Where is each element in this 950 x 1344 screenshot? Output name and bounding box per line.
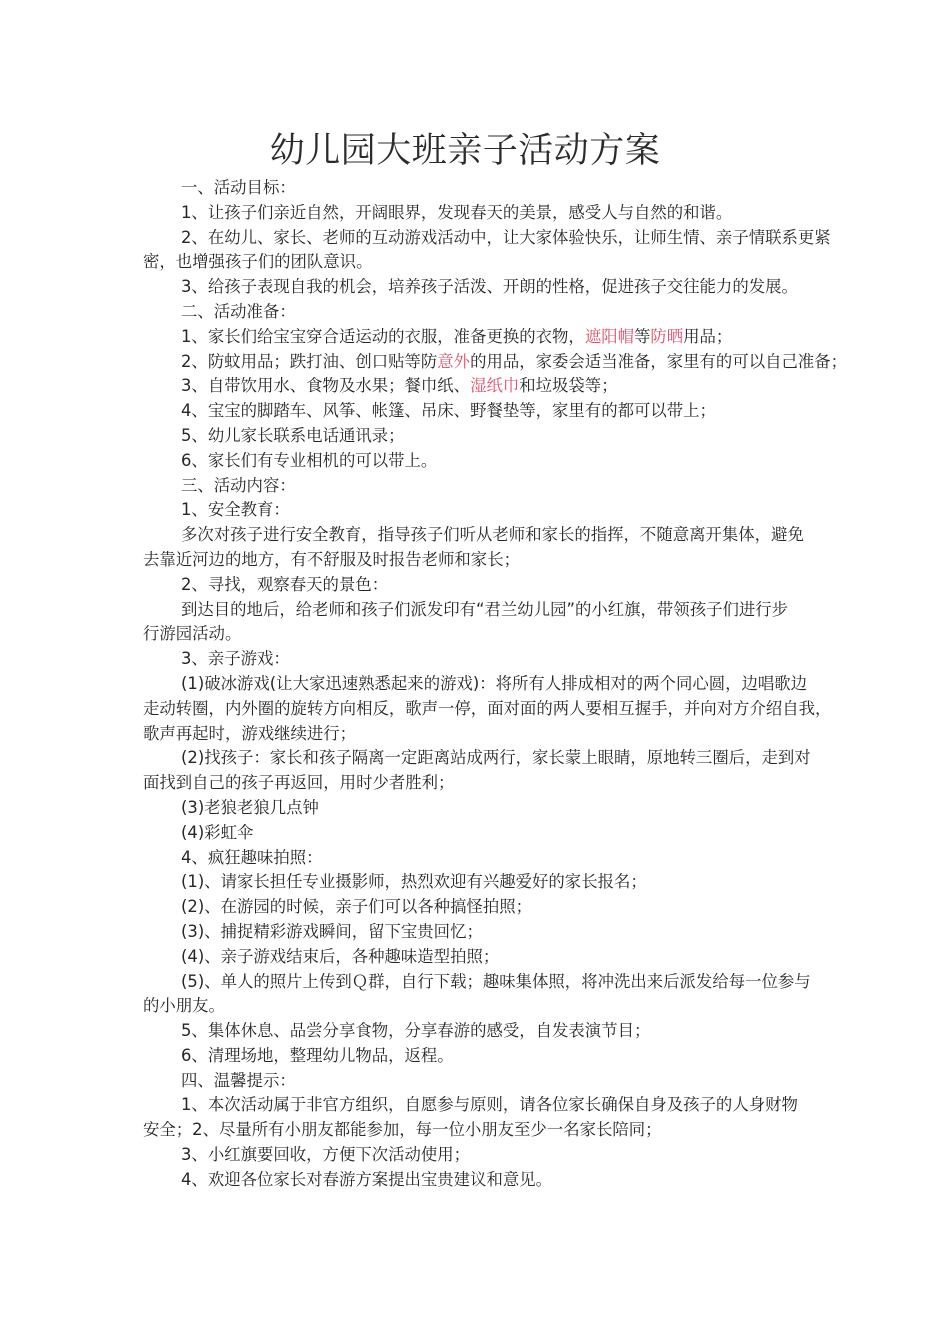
text-line: [143, 697, 832, 722]
text-segment: (2)找孩子：家长和孩子隔离一定距离站成两行，家长蒙上眼睛，原地转三圈后，走到对: [181, 748, 811, 768]
text-segment: (1)破冰游戏(让大家迅速熟悉起来的游戏)：将所有人排成相对的两个同心圆，边唱歌边: [181, 673, 808, 693]
text-segment: 等: [633, 326, 651, 346]
text-segment: 的用品，家委会适当准备，家里有的可以自己准备；: [470, 351, 848, 371]
text-line: [143, 672, 815, 697]
text-segment: 3、自带饮用水、食物及水果；餐巾纸、: [181, 376, 471, 396]
text-segment: 1、本次活动属于非官方组织，自愿参与原则，请各位家长确保自身及孩子的人身财物: [181, 1095, 798, 1115]
text-segment: 安全；2、尽量所有小朋友都能参加，每一位小朋友至少一名家长陪同；: [143, 1120, 662, 1140]
text-segment: 2、防蚊用品；跌打油、创口贴等防: [181, 351, 438, 371]
text-segment: 1、安全教育：: [181, 500, 290, 520]
text-segment: (4)、亲子游戏结束后，各种趣味造型拍照；: [181, 946, 500, 966]
text-line: [143, 1044, 815, 1069]
text-line: [143, 821, 815, 846]
text-line: [143, 994, 815, 1019]
text-segment: 密，也增强孩子们的团队意识。: [143, 252, 373, 272]
text-segment: 3、给孩子表现自我的机会，培养孩子活泼、开朗的性格，促进孩子交往能力的发展。: [181, 277, 798, 297]
text-segment: 的小朋友。: [143, 996, 225, 1016]
text-line: [143, 250, 815, 275]
text-segment: (1)、请家长担任专业摄影师，热烈欢迎有兴趣爱好的家长报名；: [181, 872, 647, 892]
text-line: [143, 1019, 815, 1044]
text-segment: 3、小红旗要回收，方便下次活动使用；: [181, 1145, 471, 1165]
text-segment: 4、宝宝的脚踏车、风筝、帐篷、吊床、野餐垫等，家里有的都可以带上；: [181, 401, 716, 421]
text-segment: 去靠近河边的地方，有不舒服及时报告老师和家长；: [143, 549, 520, 569]
text-line: [143, 1093, 815, 1118]
text-segment: 4、欢迎各位家长对春游方案提出宝贵建议和意见。: [181, 1169, 553, 1189]
text-line: [143, 449, 815, 474]
text-segment: 走动转圈，内外圈的旋转方向相反，歌声一停，面对面的两人要相互握手，并向对方介绍自我，: [143, 698, 832, 718]
text-line: [143, 870, 815, 895]
text-line: [143, 474, 815, 499]
highlighted-term: 遮阳帽: [584, 326, 634, 346]
text-segment: (5)、单人的照片上传到Ｑ群，自行下载；趣味集体照，将冲洗出来后派发给每一位参与: [181, 971, 811, 991]
text-line: [143, 523, 815, 548]
text-line: [143, 201, 815, 226]
text-segment: 到达目的地后，给老师和孩子们派发印有“君兰幼儿园”的小红旗，带领孩子们进行步: [181, 599, 789, 619]
text-line: [143, 573, 815, 598]
highlighted-term: 意外: [437, 351, 471, 371]
text-segment: 多次对孩子进行安全教育，指导孩子们听从老师和家长的指挥，不随意离开集体，避免: [181, 525, 804, 545]
highlighted-term: 防晒: [650, 326, 684, 346]
text-line: [143, 374, 815, 399]
text-line: [143, 226, 831, 251]
text-segment: 和垃圾袋等；: [519, 376, 618, 396]
text-segment: 面找到自己的孩子再返回，用时少者胜利；: [143, 773, 455, 793]
text-segment: (3)老狼老狼几点钟: [181, 797, 319, 817]
document-body: [143, 176, 848, 1193]
text-line: [143, 895, 815, 920]
text-line: [143, 300, 815, 325]
text-line: [143, 945, 815, 970]
text-segment: (2)、在游园的时候，亲子们可以各种搞怪拍照；: [181, 897, 533, 917]
text-segment: 1、家长们给宝宝穿合适运动的衣服，准备更换的衣物，: [181, 326, 585, 346]
text-segment: 行游园活动。: [143, 624, 242, 644]
text-line: [143, 846, 815, 871]
text-line: [143, 722, 815, 747]
text-segment: 一、活动目标：: [181, 178, 296, 197]
text-segment: (4)彩虹伞: [181, 822, 254, 842]
text-segment: 5、幼儿家长联系电话通讯录；: [181, 425, 405, 445]
text-line: [143, 399, 815, 424]
text-line: [143, 796, 815, 821]
text-segment: 三、活动内容：: [181, 475, 296, 495]
text-line: [143, 350, 848, 375]
text-line: [143, 970, 815, 995]
text-segment: 歌声再起时，游戏继续进行；: [143, 723, 357, 743]
text-segment: 二、活动准备：: [181, 301, 296, 321]
text-line: [143, 498, 815, 523]
text-line: [143, 647, 815, 672]
text-segment: 5、集体休息、品尝分享食物，分享春游的感受，自发表演节目；: [181, 1021, 651, 1041]
text-segment: 6、清理场地，整理幼儿物品，返程。: [181, 1045, 454, 1065]
text-segment: 2、寻找，观察春天的景色：: [181, 574, 389, 594]
text-segment: 用品；: [683, 326, 733, 346]
text-line: [143, 424, 815, 449]
text-line: [143, 176, 815, 201]
text-line: [143, 548, 815, 573]
text-segment: 2、在幼儿、家长、老师的互动游戏活动中，让大家体验快乐，让师生情、亲子情联系更紧: [181, 227, 831, 247]
text-segment: 四、温馨提示：: [181, 1070, 296, 1090]
text-segment: 6、家长们有专业相机的可以带上。: [181, 450, 438, 470]
text-line: [143, 1168, 815, 1193]
text-line: [143, 1118, 815, 1143]
text-line: [143, 771, 815, 796]
text-line: [143, 275, 815, 300]
text-segment: 3、亲子游戏：: [181, 649, 290, 669]
text-segment: 4、疯狂趣味拍照：: [181, 847, 323, 867]
text-line: [143, 1143, 815, 1168]
text-line: [143, 622, 815, 647]
text-line: [143, 746, 815, 771]
text-line: [143, 920, 815, 945]
document-title: 幼儿园大班亲子活动方案: [269, 131, 661, 171]
highlighted-term: 湿纸巾: [470, 376, 520, 396]
text-segment: (3)、捕捉精彩游戏瞬间，留下宝贵回忆；: [181, 921, 483, 941]
text-segment: 1、让孩子们亲近自然，开阔眼界，发现春天的美景，感受人与自然的和谐。: [181, 202, 733, 222]
text-line: [143, 1069, 815, 1094]
text-line: [143, 325, 815, 350]
text-line: [143, 598, 815, 623]
